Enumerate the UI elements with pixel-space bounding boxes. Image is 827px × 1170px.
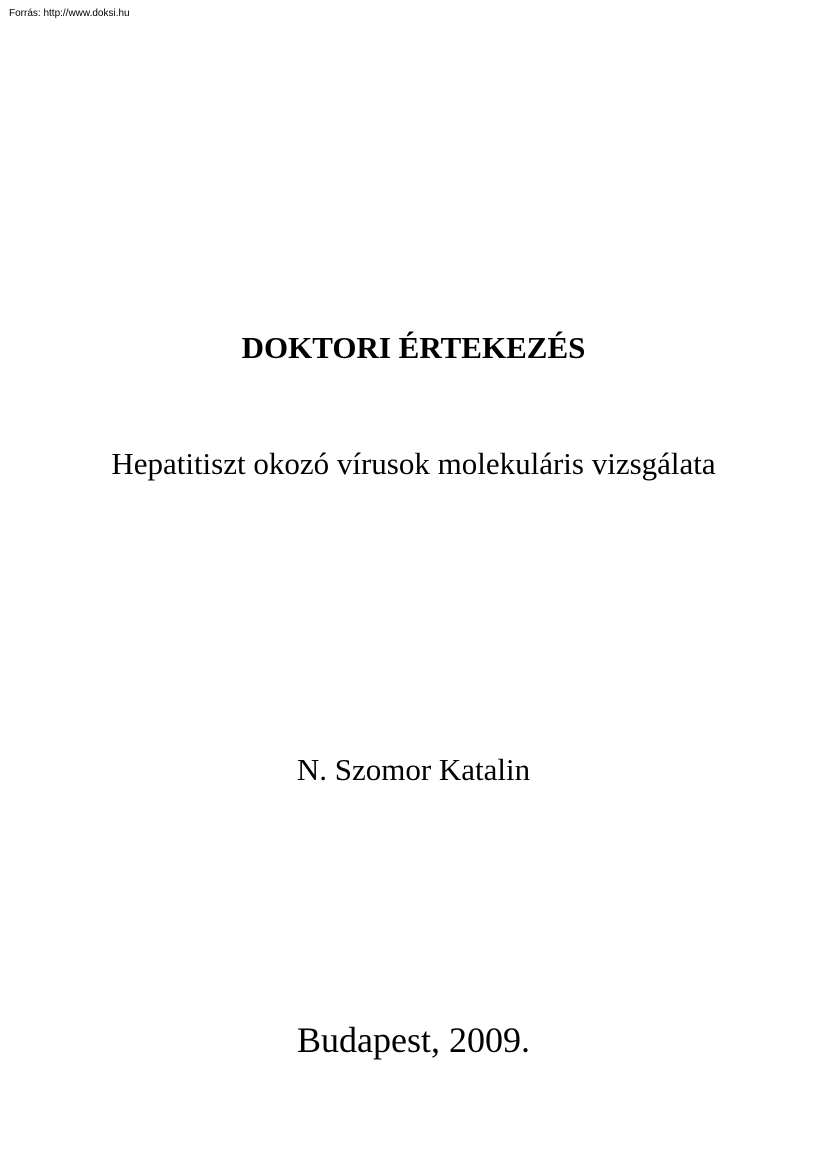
- document-place-date: Budapest, 2009.: [297, 1020, 530, 1060]
- document-title: Hepatitiszt okozó vírusok molekuláris vizsgálata: [111, 446, 716, 481]
- document-author: N. Szomor Katalin: [296, 752, 531, 787]
- document-type-heading: DOKTORI ÉRTEKEZÉS: [241, 330, 586, 365]
- source-note: Forrás: http://www.doksi.hu: [9, 8, 130, 19]
